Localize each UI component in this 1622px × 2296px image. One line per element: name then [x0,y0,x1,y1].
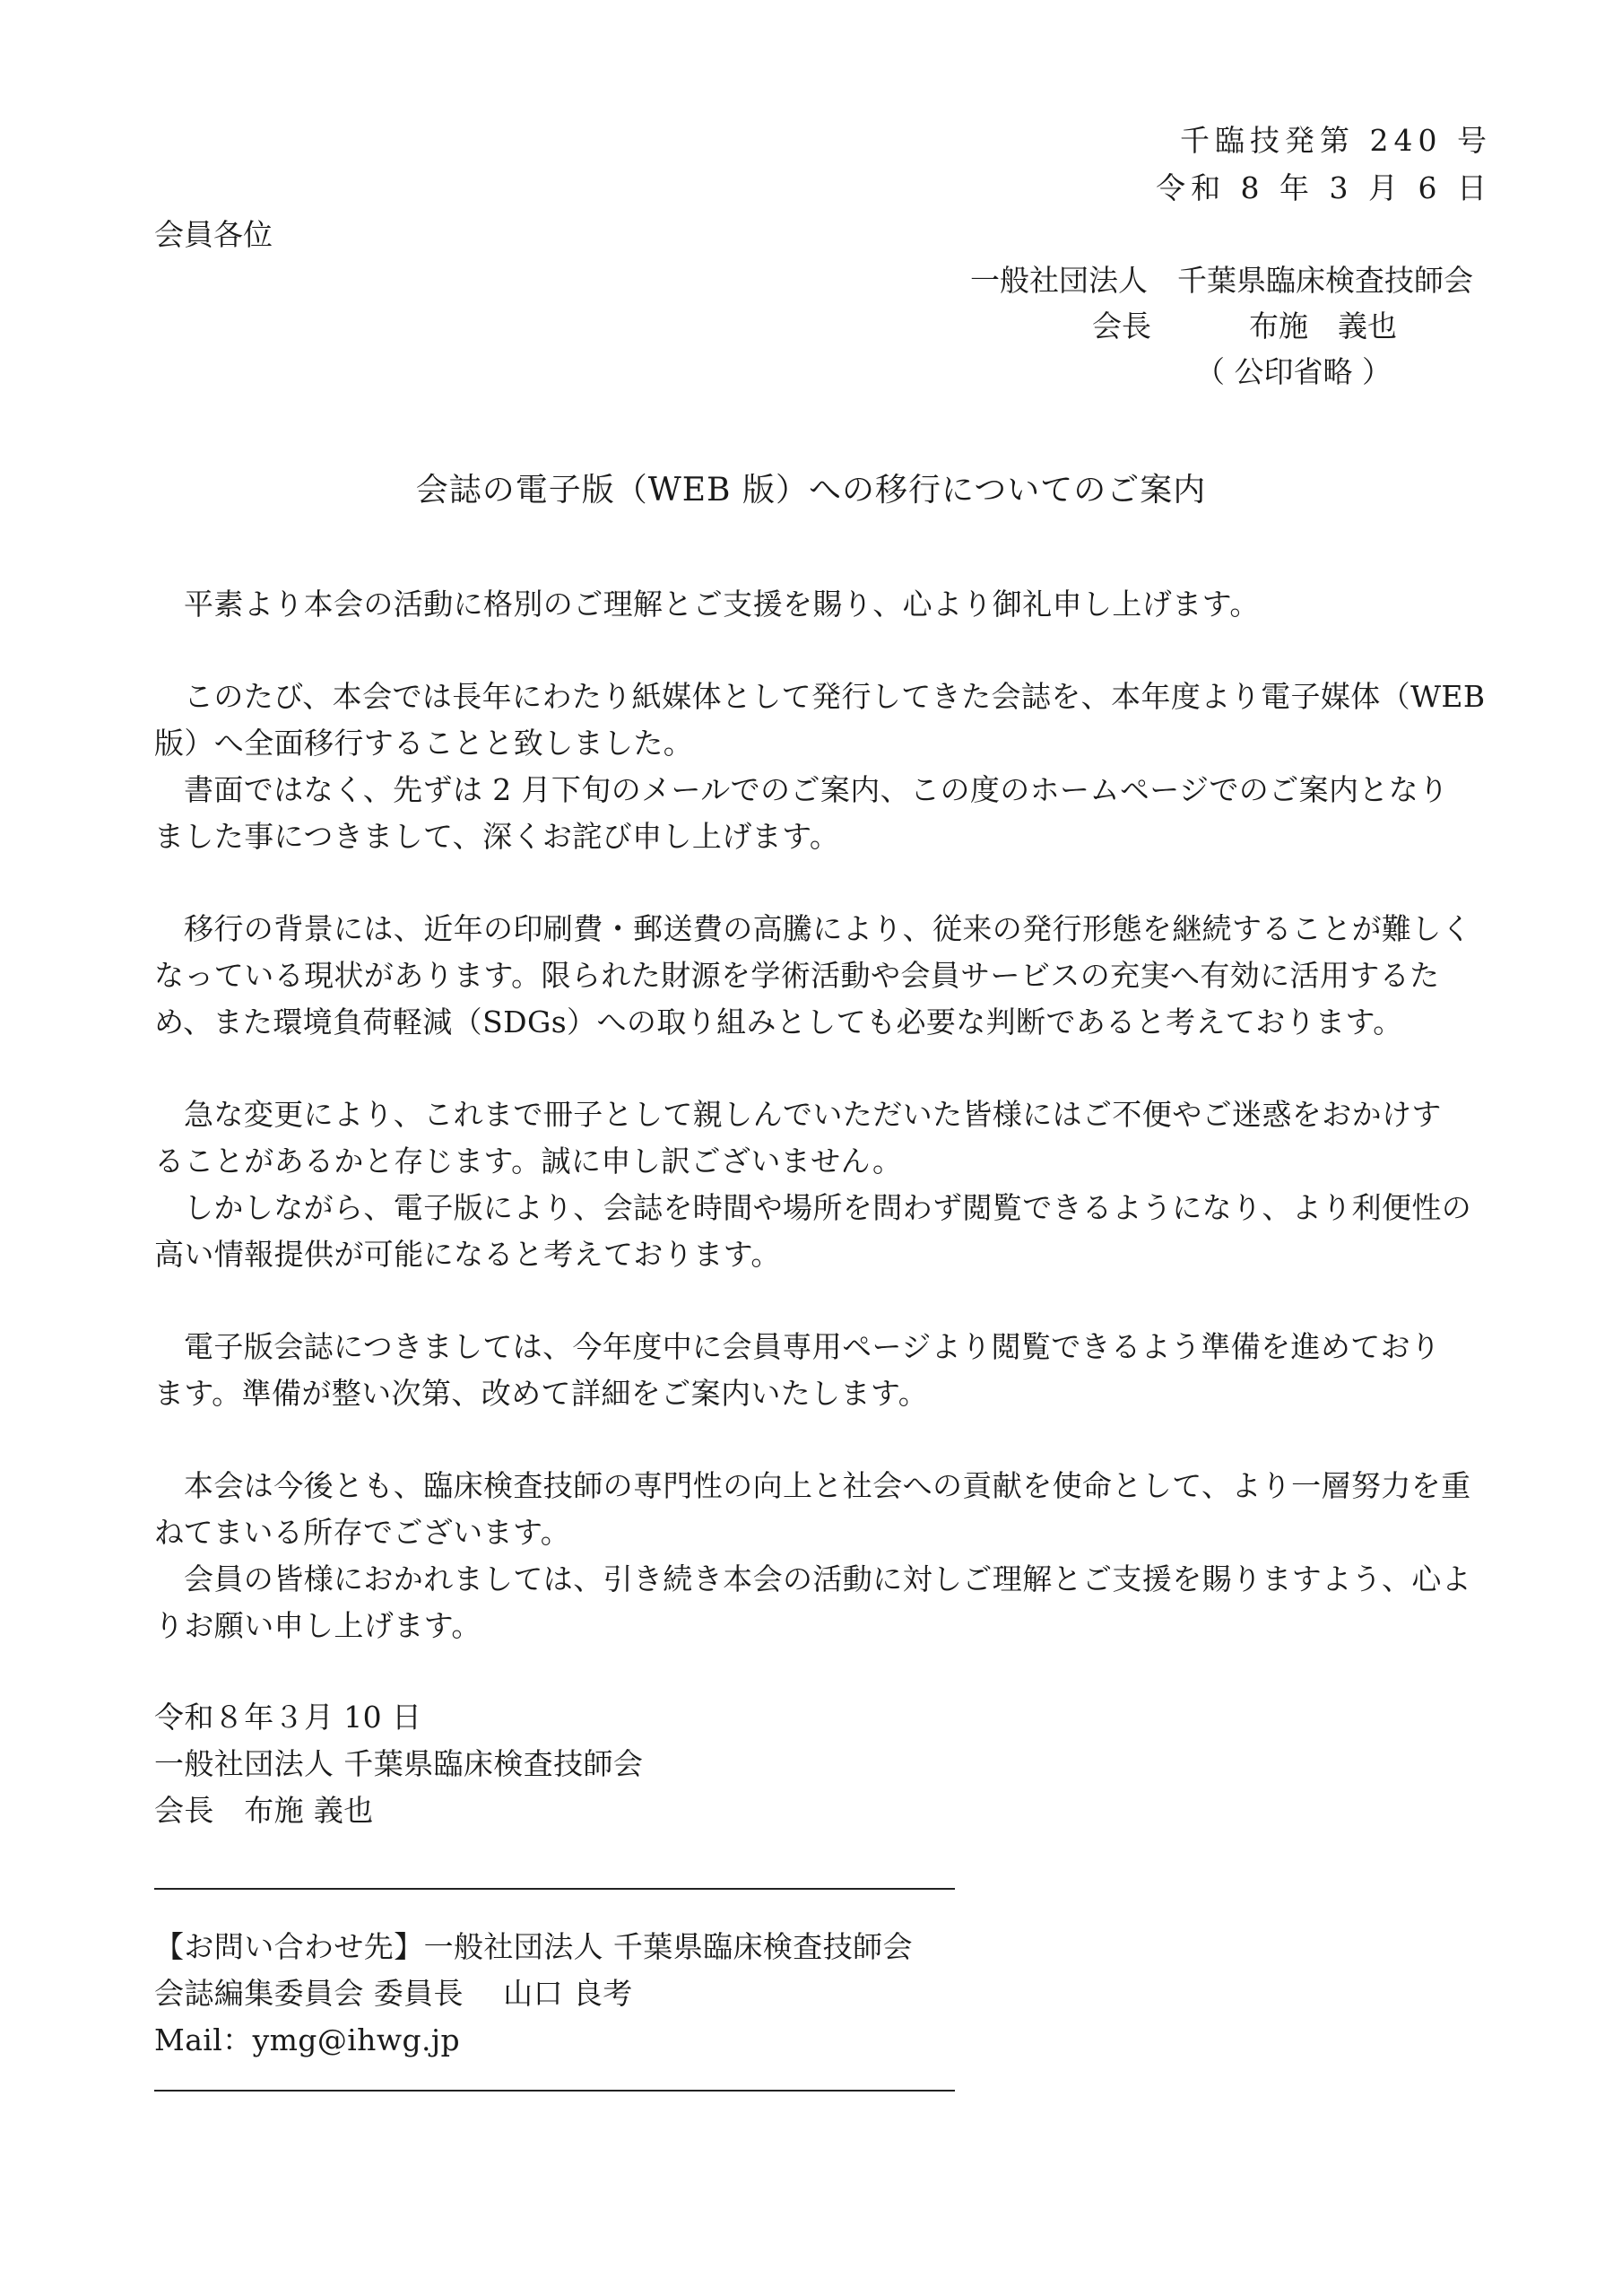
sender-organization: 一般社団法人 千葉県臨床検査技師会 [970,263,1473,298]
paragraph-line: 本会は今後とも、臨床検査技師の専門性の向上と社会への貢献を使命として、より一層努力を重 [184,1468,1471,1503]
paragraph-line: ることがあるかと存じます。誠に申し訳ございません。 [154,1144,903,1178]
closing-date: 令和８年３月 10 日 [154,1700,422,1735]
paragraph-line: め、また環境負荷軽減（SDGs）への取り組みとしても必要な判断であると考えております。 [154,1004,1403,1039]
document-number: 千臨技発第 240 号 [1180,123,1492,158]
seal-omitted-note: （ 公印省略 ） [1195,354,1392,389]
paragraph-line: しかしながら、電子版により、会誌を時間や場所を問わず閲覧できるようになり、より利便性の [184,1190,1472,1225]
closing-organization: 一般社団法人 千葉県臨床検査技師会 [154,1746,644,1781]
contact-email: Mail：ymg@ihwg.jp [154,2022,461,2057]
paragraph-line: 会員の皆様におかれましては、引き続き本会の活動に対しご理解とご支援を賜りますよう、心よ [184,1561,1472,1596]
contact-bottom-rule [154,2090,955,2092]
paragraph-line: なっている現状があります。限られた財源を学術活動や会員サービスの充実へ有効に活用するた [154,958,1440,993]
paragraph-line: 電子版会誌につきましては、今年度中に会員専用ページより閲覧できるよう準備を進めており [184,1329,1441,1364]
sender-name: 布施 義也 [1249,309,1397,344]
addressee: 会員各位 [154,217,273,252]
paragraph-line: 急な変更により、これまで冊子として親しんでいただいた皆様にはご不便やご迷惑をおかけす [184,1097,1442,1132]
paragraph-line: ました事につきまして、深くお詫び申し上げます。 [154,819,840,854]
paragraph-line: ねてまいる所存でございます。 [154,1515,571,1550]
document-date: 令和 8 年 3 月 6 日 [1156,170,1492,205]
contact-heading: 【お問い合わせ先】一般社団法人 千葉県臨床検査技師会 [154,1929,913,1964]
sender-title: 会長 [1092,309,1151,344]
paragraph-line: 平素より本会の活動に格別のご理解とご支援を賜り、心より御礼申し上げます。 [184,587,1260,622]
contact-committee: 会誌編集委員会 委員長 山口 良考 [154,1976,633,2011]
closing-signer: 会長 布施 義也 [154,1793,374,1828]
paragraph-line: 高い情報提供が可能になると考えております。 [154,1237,781,1272]
paragraph-line: ます。準備が整い次第、改めて詳細をご案内いたします。 [154,1376,929,1411]
contact-top-rule [154,1888,955,1890]
paragraph-line: このたび、本会では長年にわたり紙媒体として発行してきた会誌を、本年度より電子媒体（WEB [184,679,1486,714]
paragraph-line: りお願い申し上げます。 [154,1608,481,1643]
document-title: 会誌の電子版（WEB 版）への移行についてのご案内 [415,472,1207,509]
paragraph-line: 移行の背景には、近年の印刷費・郵送費の高騰により、従来の発行形態を継続することが難しく [184,911,1472,946]
paragraph-line: 版）へ全面移行することと致しました。 [154,726,694,761]
paragraph-line: 書面ではなく、先ずは 2 月下旬のメールでのご案内、この度のホームページでのご案内となり [184,772,1449,807]
